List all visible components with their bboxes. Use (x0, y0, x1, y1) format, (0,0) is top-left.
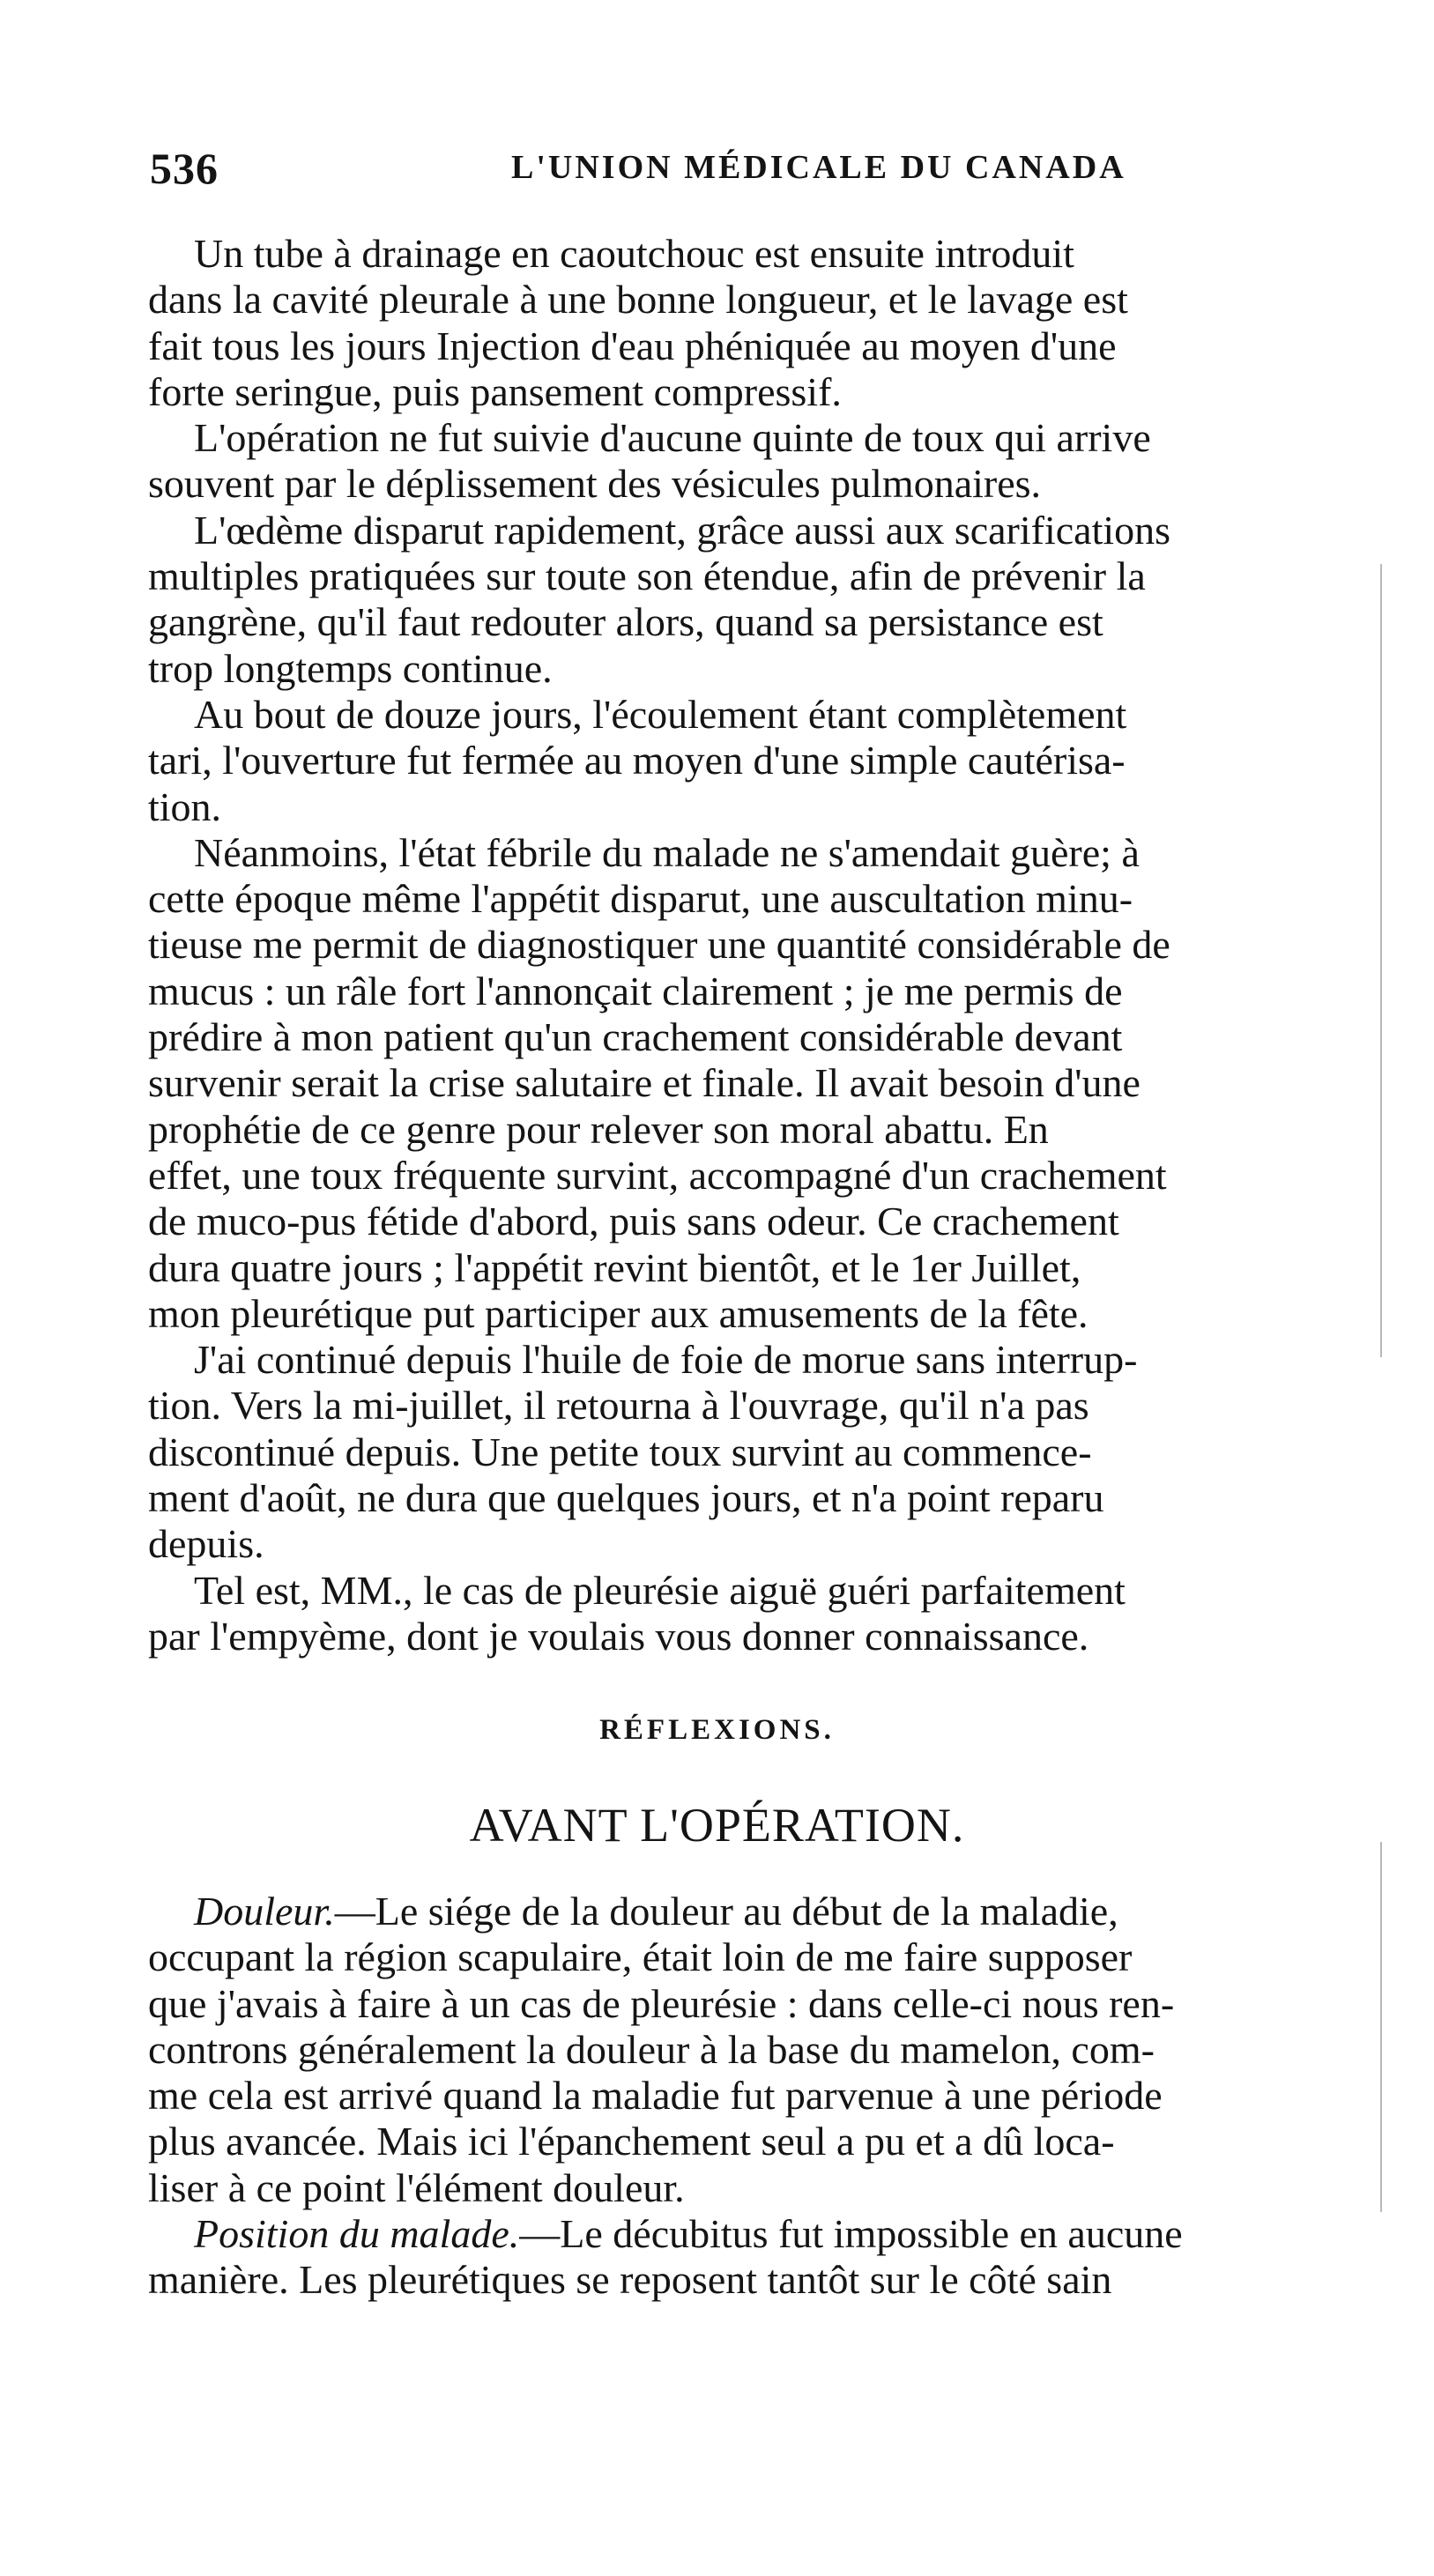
text-line: multiples pratiquées sur toute son étendue, afin de prévenir la (148, 553, 1146, 599)
text-line (148, 2211, 1357, 2257)
text-line: tion. (148, 783, 222, 829)
paragraph-oedema (148, 508, 1357, 692)
text-line: prophétie de ce genre pour relever son moral abattu. En (148, 1106, 1049, 1152)
paragraph-febrile-state (148, 830, 1357, 1337)
text-line: survenir serait la crise salutaire et finale. Il avait besoin d'une (148, 1060, 1141, 1106)
section-heading-reflexions: RÉFLEXIONS. (599, 1714, 835, 1746)
text-line: Au bout de douze jours, l'écoulement étant complètement (194, 691, 1127, 737)
text-line: discontinué depuis. Une petite toux survint au commence- (148, 1429, 1092, 1474)
text-line: liser à ce point l'élément douleur. (148, 2164, 685, 2210)
paragraph-cod-liver-oil (148, 1337, 1357, 1567)
text-line (148, 1889, 1357, 1934)
text-line: J'ai continué depuis l'huile de foie de morue sans interrup- (194, 1337, 1138, 1383)
margin-rule (1380, 1842, 1382, 2212)
main-text-before-reflections (148, 231, 1357, 1659)
text-line: cette époque même l'appétit disparut, une auscultation minu- (148, 876, 1133, 922)
text-line: forte seringue, puis pansement compressif. (148, 368, 842, 414)
text-line: L'opération ne fut suivie d'aucune quinte de toux qui arrive (194, 415, 1151, 461)
journal-title: L'UNION MÉDICALE DU CANADA (511, 149, 1126, 186)
text-line: me cela est arrivé quand la maladie fut parvenue à une période (148, 2073, 1163, 2119)
text-line: mon pleurétique put participer aux amusements de la fête. (148, 1290, 1089, 1336)
subsection-heading-avant-operation: AVANT L'OPÉRATION. (469, 1799, 965, 1852)
paragraph-lead-douleur: Douleur. (194, 1889, 335, 1934)
text-line: mucus : un râle fort l'annonçait clairement ; je me permis de (148, 968, 1123, 1013)
text-line: que j'avais à faire à un cas de pleurésie : dans celle-ci nous ren- (148, 1980, 1175, 2026)
text-line: gangrène, qu'il faut redouter alors, quand sa persistance est (148, 599, 1103, 645)
text-line: tari, l'ouverture fut fermée au moyen d'une simple cautérisa- (148, 738, 1126, 783)
paragraph-position-malade (148, 2211, 1357, 2304)
text-line: trop longtemps continue. (148, 645, 553, 691)
text-line: tieuse me permit de diagnostiquer une quantité considérable de (148, 922, 1170, 968)
text-line: Tel est, MM., le cas de pleurésie aiguë guéri parfaitement (194, 1567, 1126, 1613)
text-line: Néanmoins, l'état fébrile du malade ne s'amendait guère; à (194, 829, 1140, 875)
paragraph-lead-position: Position du malade. (194, 2211, 520, 2257)
page-number: 536 (150, 144, 219, 193)
text-line: manière. Les pleurétiques se reposent tantôt sur le côté sain (148, 2257, 1112, 2303)
paragraph-twelve-days (148, 692, 1357, 830)
text-line: L'œdème disparut rapidement, grâce aussi aux scarifications (194, 507, 1171, 553)
text-line: tion. Vers la mi-juillet, il retourna à l'ouvrage, qu'il n'a pas (148, 1383, 1089, 1429)
text-line-rest: —Le décubitus fut impossible en aucune (519, 2211, 1183, 2257)
text-line: dans la cavité pleurale à une bonne longueur, et le lavage est (148, 277, 1128, 323)
text-line: de muco-pus fétide d'abord, puis sans odeur. Ce crachement (148, 1199, 1119, 1244)
text-line: par l'empyème, dont je voulais vous donner connaissance. (148, 1613, 1089, 1659)
text-line: souvent par le déplissement des vésicules pulmonaires. (148, 461, 1042, 507)
text-line: dura quatre jours ; l'appétit revint bientôt, et le 1er Juillet, (148, 1244, 1081, 1290)
text-line: fait tous les jours Injection d'eau phéniquée au moyen d'une (148, 323, 1117, 368)
paragraph-operation-outcome (148, 415, 1357, 508)
running-head (141, 143, 1357, 196)
text-line: depuis. (148, 1521, 264, 1567)
text-line: Un tube à drainage en caoutchouc est ensuite introduit (194, 231, 1074, 276)
paragraph-drainage-tube (148, 231, 1357, 415)
text-line-rest: —Le siége de la douleur au début de la maladie, (334, 1889, 1118, 1934)
text-line: controns généralement la douleur à la base du mamelon, com- (148, 2026, 1155, 2072)
paragraph-conclusion (148, 1568, 1357, 1660)
paragraph-douleur (148, 1889, 1357, 2211)
margin-rule (1380, 564, 1382, 1357)
text-line: plus avancée. Mais ici l'épanchement seul a pu et a dû loca- (148, 2119, 1115, 2164)
text-line: ment d'août, ne dura que quelques jours, et n'a point reparu (148, 1475, 1104, 1521)
text-line: prédire à mon patient qu'un crachement considérable devant (148, 1014, 1123, 1060)
text-line: occupant la région scapulaire, était loin de me faire supposer (148, 1934, 1133, 1980)
main-text-after-reflections (148, 1889, 1357, 2304)
text-line: effet, une toux fréquente survint, accompagné d'un crachement (148, 1152, 1167, 1198)
